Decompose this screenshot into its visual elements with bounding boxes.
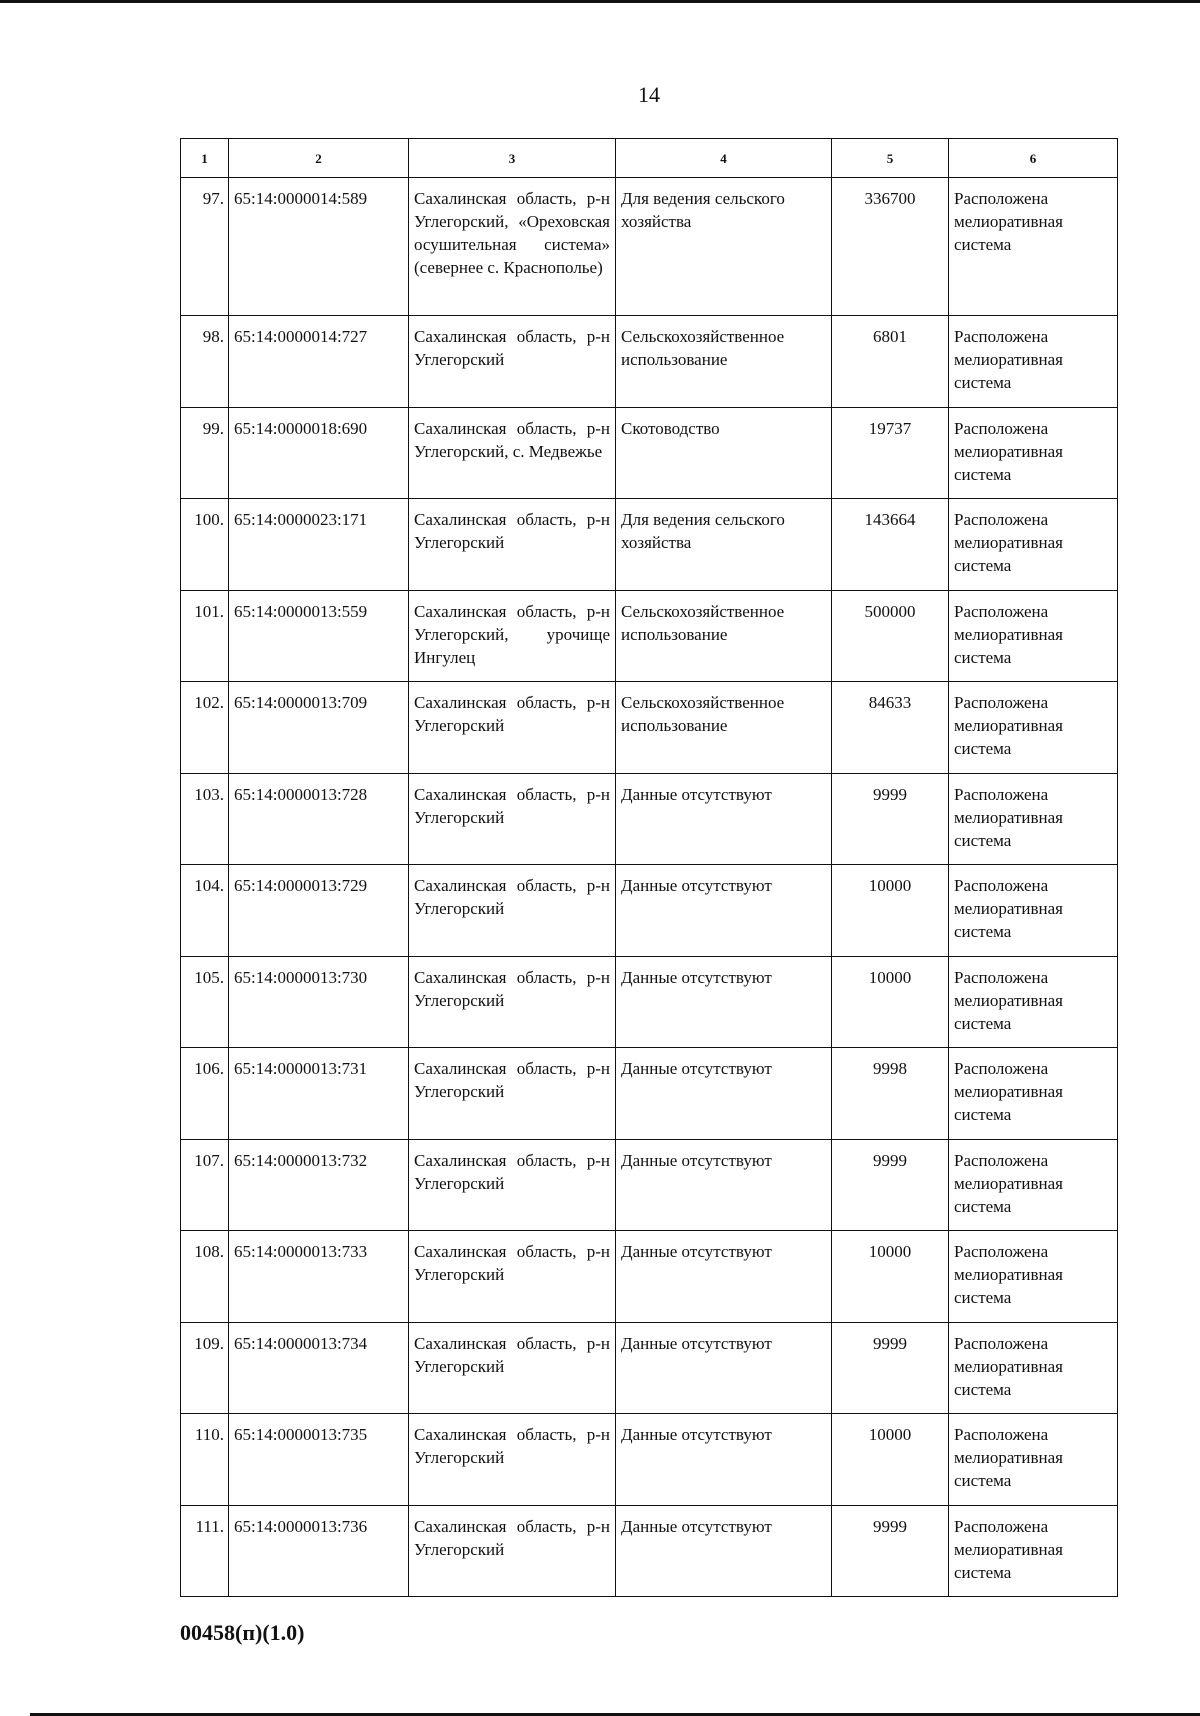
area-cell: 6801: [832, 316, 949, 408]
area-cell: 19737: [832, 407, 949, 499]
row-number: 99.: [181, 407, 229, 499]
table-row: [181, 178, 1118, 316]
area-cell: 500000: [832, 590, 949, 682]
table-row: [181, 1505, 1118, 1597]
cadastral-number: 65:14:0000013:559: [229, 590, 409, 682]
table-row: [181, 1139, 1118, 1231]
area-cell: 84633: [832, 682, 949, 774]
page-number: 14: [638, 82, 660, 107]
address-cell: Сахалинская область, р-н Углегорский: [409, 1231, 616, 1323]
table-row: [181, 1048, 1118, 1140]
row-number: 98.: [181, 316, 229, 408]
cadastral-number: 65:14:0000023:171: [229, 499, 409, 591]
land-parcels-table: [180, 138, 1118, 1597]
row-number: 102.: [181, 682, 229, 774]
area-cell: 143664: [832, 499, 949, 591]
note-cell: Расположена мелиоративная система: [949, 682, 1118, 774]
cadastral-number: 65:14:0000014:727: [229, 316, 409, 408]
column-header-2: 2: [229, 139, 409, 178]
row-number: 109.: [181, 1322, 229, 1414]
table-row: [181, 682, 1118, 774]
row-number: 111.: [181, 1505, 229, 1597]
address-cell: Сахалинская область, р-н Углегорский: [409, 956, 616, 1048]
area-cell: 9999: [832, 1322, 949, 1414]
address-cell: Сахалинская область, р-н Углегорский: [409, 682, 616, 774]
column-header-6: 6: [949, 139, 1118, 178]
note-cell: Расположена мелиоративная система: [949, 1231, 1118, 1323]
column-header-3: 3: [409, 139, 616, 178]
table-row: [181, 956, 1118, 1048]
row-number: 108.: [181, 1231, 229, 1323]
cadastral-number: 65:14:0000018:690: [229, 407, 409, 499]
cadastral-number: 65:14:0000013:728: [229, 773, 409, 865]
permitted-use-cell: Данные отсутствуют: [616, 1322, 832, 1414]
column-header-5: 5: [832, 139, 949, 178]
table-header-row: [181, 139, 1118, 178]
row-number: 101.: [181, 590, 229, 682]
area-cell: 9999: [832, 773, 949, 865]
row-number: 110.: [181, 1414, 229, 1506]
note-cell: Расположена мелиоративная система: [949, 956, 1118, 1048]
row-number: 104.: [181, 865, 229, 957]
table-row: [181, 590, 1118, 682]
permitted-use-cell: Данные отсутствуют: [616, 1139, 832, 1231]
note-cell: Расположена мелиоративная система: [949, 1322, 1118, 1414]
address-cell: Сахалинская область, р-н Углегорский, с. Медвежье: [409, 407, 616, 499]
permitted-use-cell: Сельскохозяйственное использование: [616, 682, 832, 774]
cadastral-number: 65:14:0000013:730: [229, 956, 409, 1048]
address-cell: Сахалинская область, р-н Углегорский: [409, 1048, 616, 1140]
cadastral-number: 65:14:0000013:733: [229, 1231, 409, 1323]
permitted-use-cell: Данные отсутствуют: [616, 1414, 832, 1506]
area-cell: 10000: [832, 1414, 949, 1506]
permitted-use-cell: Данные отсутствуют: [616, 865, 832, 957]
table-row: [181, 1414, 1118, 1506]
row-number: 97.: [181, 178, 229, 316]
note-cell: Расположена мелиоративная система: [949, 1505, 1118, 1597]
table-row: [181, 865, 1118, 957]
note-cell: Расположена мелиоративная система: [949, 499, 1118, 591]
note-cell: Расположена мелиоративная система: [949, 1414, 1118, 1506]
note-cell: Расположена мелиоративная система: [949, 1139, 1118, 1231]
area-cell: 9999: [832, 1505, 949, 1597]
cadastral-number: 65:14:0000014:589: [229, 178, 409, 316]
address-cell: Сахалинская область, р-н Углегорский: [409, 499, 616, 591]
column-header-4: 4: [616, 139, 832, 178]
note-cell: Расположена мелиоративная система: [949, 590, 1118, 682]
cadastral-number: 65:14:0000013:736: [229, 1505, 409, 1597]
address-cell: Сахалинская область, р-н Углегорский: [409, 316, 616, 408]
note-cell: Расположена мелиоративная система: [949, 407, 1118, 499]
address-cell: Сахалинская область, р-н Углегорский: [409, 1414, 616, 1506]
permitted-use-cell: Сельскохозяйственное использование: [616, 590, 832, 682]
note-cell: Расположена мелиоративная система: [949, 1048, 1118, 1140]
table-row: [181, 773, 1118, 865]
table-body: [181, 178, 1118, 1597]
area-cell: 10000: [832, 1231, 949, 1323]
row-number: 100.: [181, 499, 229, 591]
address-cell: Сахалинская область, р-н Углегорский: [409, 1139, 616, 1231]
cadastral-number: 65:14:0000013:735: [229, 1414, 409, 1506]
note-cell: Расположена мелиоративная система: [949, 316, 1118, 408]
note-cell: Расположена мелиоративная система: [949, 865, 1118, 957]
cadastral-number: 65:14:0000013:734: [229, 1322, 409, 1414]
permitted-use-cell: Данные отсутствуют: [616, 1505, 832, 1597]
address-cell: Сахалинская область, р-н Углегорский: [409, 1505, 616, 1597]
note-cell: Расположена мелиоративная система: [949, 178, 1118, 316]
permitted-use-cell: Сельскохозяйственное использование: [616, 316, 832, 408]
row-number: 107.: [181, 1139, 229, 1231]
permitted-use-cell: Скотоводство: [616, 407, 832, 499]
permitted-use-cell: Данные отсутствуют: [616, 956, 832, 1048]
permitted-use-cell: Для ведения сельского хозяйства: [616, 178, 832, 316]
area-cell: 9999: [832, 1139, 949, 1231]
table-row: [181, 1231, 1118, 1323]
area-cell: 10000: [832, 865, 949, 957]
permitted-use-cell: Данные отсутствуют: [616, 1048, 832, 1140]
table-row: [181, 499, 1118, 591]
address-cell: Сахалинская область, р-н Углегорский: [409, 865, 616, 957]
area-cell: 336700: [832, 178, 949, 316]
permitted-use-cell: Данные отсутствуют: [616, 1231, 832, 1323]
permitted-use-cell: Данные отсутствуют: [616, 773, 832, 865]
table-row: [181, 1322, 1118, 1414]
cadastral-number: 65:14:0000013:731: [229, 1048, 409, 1140]
area-cell: 10000: [832, 956, 949, 1048]
document-code: 00458(п)(1.0): [180, 1620, 305, 1645]
area-cell: 9998: [832, 1048, 949, 1140]
address-cell: Сахалинская область, р-н Углегорский, «Ореховская осушительная система» (севернее с. Краснополье): [409, 178, 616, 316]
table-row: [181, 407, 1118, 499]
cadastral-number: 65:14:0000013:709: [229, 682, 409, 774]
address-cell: Сахалинская область, р-н Углегорский, урочище Ингулец: [409, 590, 616, 682]
cadastral-number: 65:14:0000013:732: [229, 1139, 409, 1231]
column-header-1: 1: [181, 139, 229, 178]
table-row: [181, 316, 1118, 408]
note-cell: Расположена мелиоративная система: [949, 773, 1118, 865]
address-cell: Сахалинская область, р-н Углегорский: [409, 1322, 616, 1414]
address-cell: Сахалинская область, р-н Углегорский: [409, 773, 616, 865]
row-number: 106.: [181, 1048, 229, 1140]
top-border-rule: [0, 0, 1200, 3]
cadastral-number: 65:14:0000013:729: [229, 865, 409, 957]
permitted-use-cell: Для ведения сельского хозяйства: [616, 499, 832, 591]
row-number: 103.: [181, 773, 229, 865]
row-number: 105.: [181, 956, 229, 1048]
